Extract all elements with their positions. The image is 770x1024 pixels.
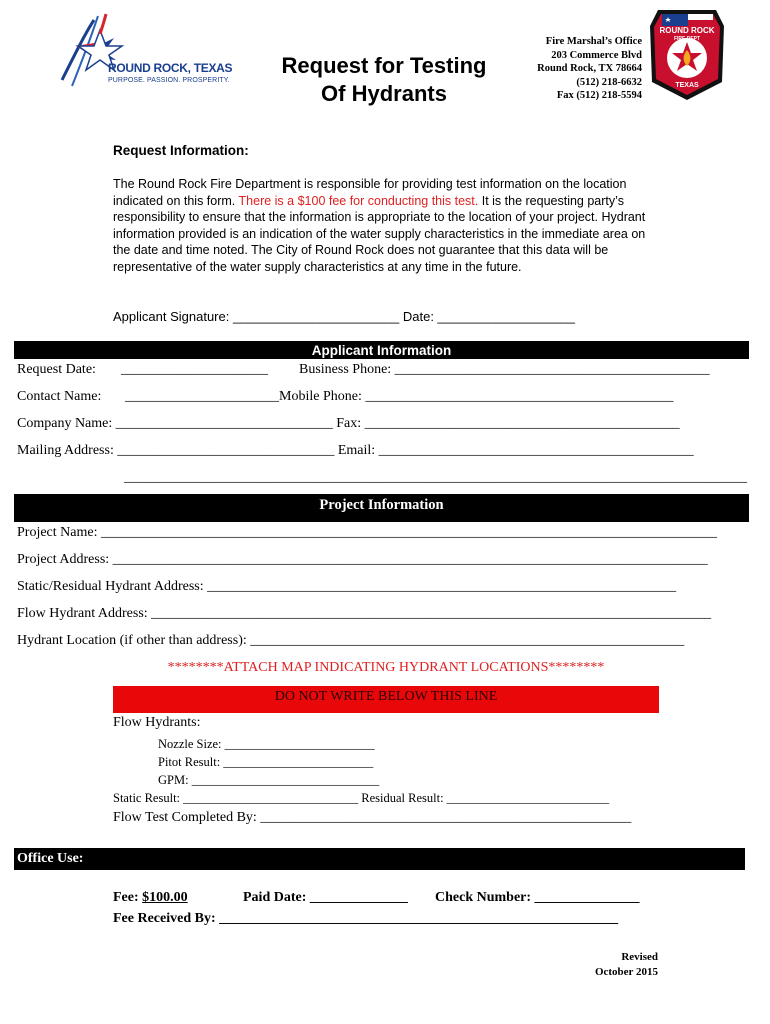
check-number-field[interactable]: Check Number: _______________ <box>435 890 640 905</box>
logo-wordmark: ROUND ROCK, TEXAS <box>108 61 233 75</box>
applicant-section-header: Applicant Information <box>14 341 749 359</box>
badge-text-bottom: TEXAS <box>675 82 699 89</box>
fee-value: $100.00 <box>142 890 188 905</box>
office-street: 203 Commerce Blvd <box>551 49 642 61</box>
office-name: Fire Marshal’s Office <box>545 36 642 47</box>
business-phone-field[interactable]: Business Phone: _____________________________________________ <box>299 362 710 377</box>
contact-name-label: Contact Name: <box>17 389 102 404</box>
paid-date-field[interactable]: Paid Date: ______________ <box>243 890 408 905</box>
office-city: Round Rock, TX 78664 <box>537 63 642 74</box>
project-section-header: Project Information <box>14 494 749 522</box>
request-body <box>113 176 659 275</box>
office-fax: Fax (512) 218-5594 <box>556 90 642 101</box>
request-date-field[interactable]: _____________________ <box>121 362 268 377</box>
project-address-field[interactable]: Project Address: _____________________________________________________________________________________ <box>17 552 708 567</box>
flow-test-completed-field[interactable]: Flow Test Completed By: _____________________________________________________ <box>113 810 632 825</box>
fire-dept-badge <box>648 6 726 102</box>
request-body-part-2: It is the requesting party’s responsibility to ensure that the information is appropriate to the location of your project. Hydrant information provided is an indication of the water supply characteristics in the immediate area on the date and time noted. The City of Round Rock does not guarantee that this data will be representative of the water supply characteristics at any time in the future. <box>113 193 646 274</box>
mailing-email-field[interactable]: Mailing Address: _______________________________ Email: _____________________________________________ <box>17 443 694 458</box>
nozzle-size-field[interactable]: Nozzle Size: ________________________ <box>158 737 375 751</box>
revised-label: Revised <box>621 951 658 963</box>
gpm-field[interactable]: GPM: ______________________________ <box>158 773 380 787</box>
office-phone: (512) 218-6632 <box>576 76 642 88</box>
title-line-2: Of Hydrants <box>321 81 447 106</box>
office-address <box>512 35 642 103</box>
title-line-1: Request for Testing <box>281 53 487 78</box>
request-body-part-1: The Round Rock Fire Department is responsible for providing test information on the location indicated on this form. <box>113 177 627 208</box>
revision-note <box>560 950 658 980</box>
address-continuation-field[interactable]: _________________________________________________________________________________________ <box>124 470 747 485</box>
badge-text-middle: FIRE DEPT <box>673 36 701 42</box>
fee-label: Fee: <box>113 890 143 905</box>
static-residual-hydrant-field[interactable]: Static/Residual Hydrant Address: ___________________________________________________________________ <box>17 579 677 594</box>
request-date-label: Request Date: <box>17 362 96 377</box>
page-title <box>268 52 500 108</box>
contact-mobile-field[interactable]: ______________________Mobile Phone: ____________________________________________ <box>125 389 674 404</box>
badge-text-top: ROUND ROCK <box>659 26 715 35</box>
flow-hydrant-address-field[interactable]: Flow Hydrant Address: ________________________________________________________________________________ <box>17 606 712 621</box>
attach-map-note: ********ATTACH MAP INDICATING HYDRANT LOCATIONS******** <box>167 660 605 675</box>
pitot-result-field[interactable]: Pitot Result: ________________________ <box>158 755 374 769</box>
static-residual-result-field[interactable]: Static Result: ____________________________ Residual Result: __________________________ <box>113 791 610 805</box>
request-heading: Request Information: <box>113 143 249 158</box>
signature-date-line[interactable]: Applicant Signature: _______________________ Date: ___________________ <box>113 309 575 324</box>
project-name-field[interactable]: Project Name: ________________________________________________________________________________________ <box>17 525 717 540</box>
do-not-write-banner: DO NOT WRITE BELOW THIS LINE <box>113 686 659 713</box>
flow-hydrants-label: Flow Hydrants: <box>113 715 201 730</box>
logo-tagline: PURPOSE. PASSION. PROSPERITY. <box>108 77 230 84</box>
office-use-header: Office Use: <box>14 848 745 870</box>
fee-received-by-field[interactable]: Fee Received By: _________________________________________________________ <box>113 911 619 926</box>
revised-date: October 2015 <box>594 966 658 978</box>
company-fax-field[interactable]: Company Name: _______________________________ Fax: _____________________________________________ <box>17 416 680 431</box>
fee-notice: There is a $100 fee for conducting this test. <box>238 193 479 208</box>
hydrant-location-field[interactable]: Hydrant Location (if other than address): ______________________________________________________________ <box>17 633 685 648</box>
round-rock-logo <box>56 12 233 92</box>
fee-line <box>113 890 188 906</box>
